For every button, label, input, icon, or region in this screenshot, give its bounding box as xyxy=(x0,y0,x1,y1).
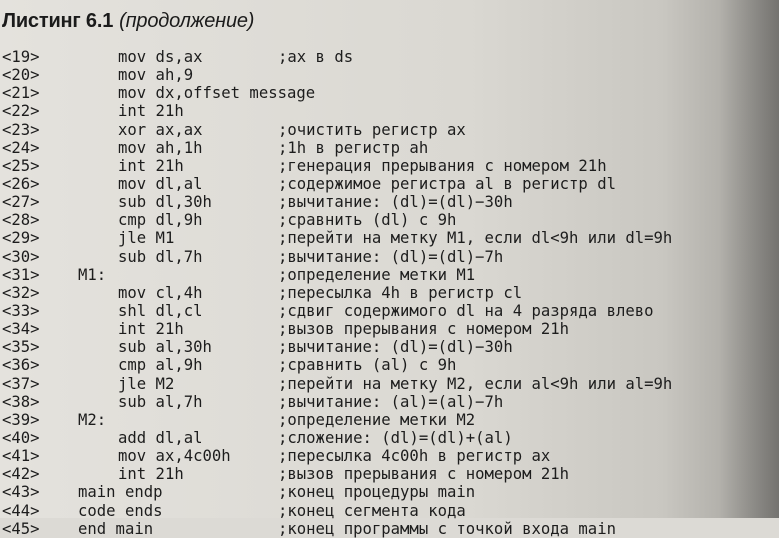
code-line xyxy=(0,447,779,465)
listing-title-continuation: (продолжение) xyxy=(119,10,255,32)
code-instruction: mov ah,1h xyxy=(118,138,203,157)
code-instruction: int 21h xyxy=(118,102,184,121)
code-instruction: sub al,7h xyxy=(118,392,203,411)
code-instruction: sub dl,30h xyxy=(118,193,212,212)
code-comment: ;перейти на метку M2, если al<9h или al=9h xyxy=(278,374,673,393)
code-comment: ;вычитание: (al)=(al)−7h xyxy=(278,392,504,411)
code-line xyxy=(0,520,779,538)
line-number: <45> xyxy=(2,519,40,538)
code-instruction: M1: xyxy=(78,265,107,284)
code-instruction: code ends xyxy=(78,501,163,520)
code-comment: ;пересылка 4h в регистр cl xyxy=(278,283,523,302)
line-number: <39> xyxy=(2,410,40,429)
code-comment: ;1h в регистр ah xyxy=(278,138,429,157)
line-number: <20> xyxy=(2,66,40,85)
code-comment: ;пересылка 4c00h в регистр ax xyxy=(278,447,551,466)
code-comment: ;определение метки M2 xyxy=(278,410,476,429)
code-line xyxy=(0,211,779,229)
listing-title-main: Листинг 6.1 xyxy=(2,10,114,32)
listing-title xyxy=(2,10,254,33)
code-listing xyxy=(0,48,779,538)
code-line xyxy=(0,393,779,411)
code-line xyxy=(0,483,779,501)
line-number: <37> xyxy=(2,374,40,393)
code-instruction: jle M1 xyxy=(118,229,175,248)
code-line xyxy=(0,266,779,284)
code-line xyxy=(0,375,779,393)
code-instruction: mov cl,4h xyxy=(118,283,203,302)
code-instruction: shl dl,cl xyxy=(118,301,203,320)
code-instruction: xor ax,ax xyxy=(118,120,203,139)
code-comment: ;вычитание: (dl)=(dl)−30h xyxy=(278,193,513,212)
line-number: <32> xyxy=(2,283,40,302)
code-comment: ;вычитание: (dl)=(dl)−7h xyxy=(278,247,504,266)
code-instruction: cmp al,9h xyxy=(118,356,203,375)
code-line xyxy=(0,248,779,266)
code-line xyxy=(0,48,779,66)
line-number: <33> xyxy=(2,301,40,320)
code-comment: ;конец программы с точкой входа main xyxy=(278,519,616,538)
code-instruction: main endp xyxy=(78,483,163,502)
code-line xyxy=(0,302,779,320)
code-instruction: sub dl,7h xyxy=(118,247,203,266)
code-comment: ;перейти на метку M1, если dl<9h или dl=9h xyxy=(278,229,673,248)
code-comment: ;вызов прерывания с номером 21h xyxy=(278,465,570,484)
code-instruction: int 21h xyxy=(118,156,184,175)
code-line xyxy=(0,338,779,356)
code-comment: ;конец сегмента кода xyxy=(278,501,466,520)
line-number: <19> xyxy=(2,48,40,66)
code-comment: ;вызов прерывания с номером 21h xyxy=(278,320,570,339)
code-line xyxy=(0,411,779,429)
code-comment: ;генерация прерывания с номером 21h xyxy=(278,156,607,175)
code-comment: ;сложение: (dl)=(dl)+(al) xyxy=(278,428,513,447)
code-instruction: M2: xyxy=(78,410,107,429)
code-comment: ;ax в ds xyxy=(278,48,354,66)
code-instruction: mov ah,9 xyxy=(118,66,194,85)
code-comment: ;определение метки M1 xyxy=(278,265,476,284)
code-comment: ;содержимое регистра al в регистр dl xyxy=(278,174,616,193)
code-instruction: mov ax,4c00h xyxy=(118,447,231,466)
line-number: <42> xyxy=(2,465,40,484)
code-line xyxy=(0,229,779,247)
code-comment: ;сравнить (al) с 9h xyxy=(278,356,457,375)
code-line xyxy=(0,84,779,102)
line-number: <25> xyxy=(2,156,40,175)
code-instruction: cmp dl,9h xyxy=(118,211,203,230)
code-comment: ;вычитание: (dl)=(dl)−30h xyxy=(278,338,513,357)
code-instruction: mov dx,offset message xyxy=(118,84,316,103)
code-comment: ;конец процедуры main xyxy=(278,483,476,502)
line-number: <24> xyxy=(2,138,40,157)
line-number: <44> xyxy=(2,501,40,520)
code-line xyxy=(0,502,779,520)
code-instruction: int 21h xyxy=(118,465,184,484)
line-number: <31> xyxy=(2,265,40,284)
line-number: <34> xyxy=(2,320,40,339)
line-number: <43> xyxy=(2,483,40,502)
line-number: <41> xyxy=(2,447,40,466)
code-instruction: jle M2 xyxy=(118,374,175,393)
code-line xyxy=(0,102,779,120)
line-number: <30> xyxy=(2,247,40,266)
code-line xyxy=(0,193,779,211)
code-line xyxy=(0,139,779,157)
line-number: <40> xyxy=(2,428,40,447)
code-line xyxy=(0,121,779,139)
line-number: <27> xyxy=(2,193,40,212)
code-instruction: mov ds,ax xyxy=(118,48,203,66)
code-line xyxy=(0,157,779,175)
line-number: <28> xyxy=(2,211,40,230)
code-line xyxy=(0,175,779,193)
line-number: <21> xyxy=(2,84,40,103)
line-number: <29> xyxy=(2,229,40,248)
code-line xyxy=(0,66,779,84)
line-number: <23> xyxy=(2,120,40,139)
code-instruction: mov dl,al xyxy=(118,174,203,193)
page-edge-shadow xyxy=(719,0,779,518)
line-number: <38> xyxy=(2,392,40,411)
code-instruction: int 21h xyxy=(118,320,184,339)
code-line xyxy=(0,429,779,447)
code-comment: ;сравнить (dl) с 9h xyxy=(278,211,457,230)
code-comment: ;очистить регистр ax xyxy=(278,120,466,139)
code-instruction: add dl,al xyxy=(118,428,203,447)
code-line xyxy=(0,320,779,338)
code-line xyxy=(0,284,779,302)
line-number: <26> xyxy=(2,174,40,193)
line-number: <36> xyxy=(2,356,40,375)
code-instruction: sub al,30h xyxy=(118,338,212,357)
code-comment: ;сдвиг содержимого dl на 4 разряда влево xyxy=(278,301,654,320)
code-instruction: end main xyxy=(78,519,154,538)
line-number: <22> xyxy=(2,102,40,121)
line-number: <35> xyxy=(2,338,40,357)
code-line xyxy=(0,356,779,374)
code-line xyxy=(0,465,779,483)
